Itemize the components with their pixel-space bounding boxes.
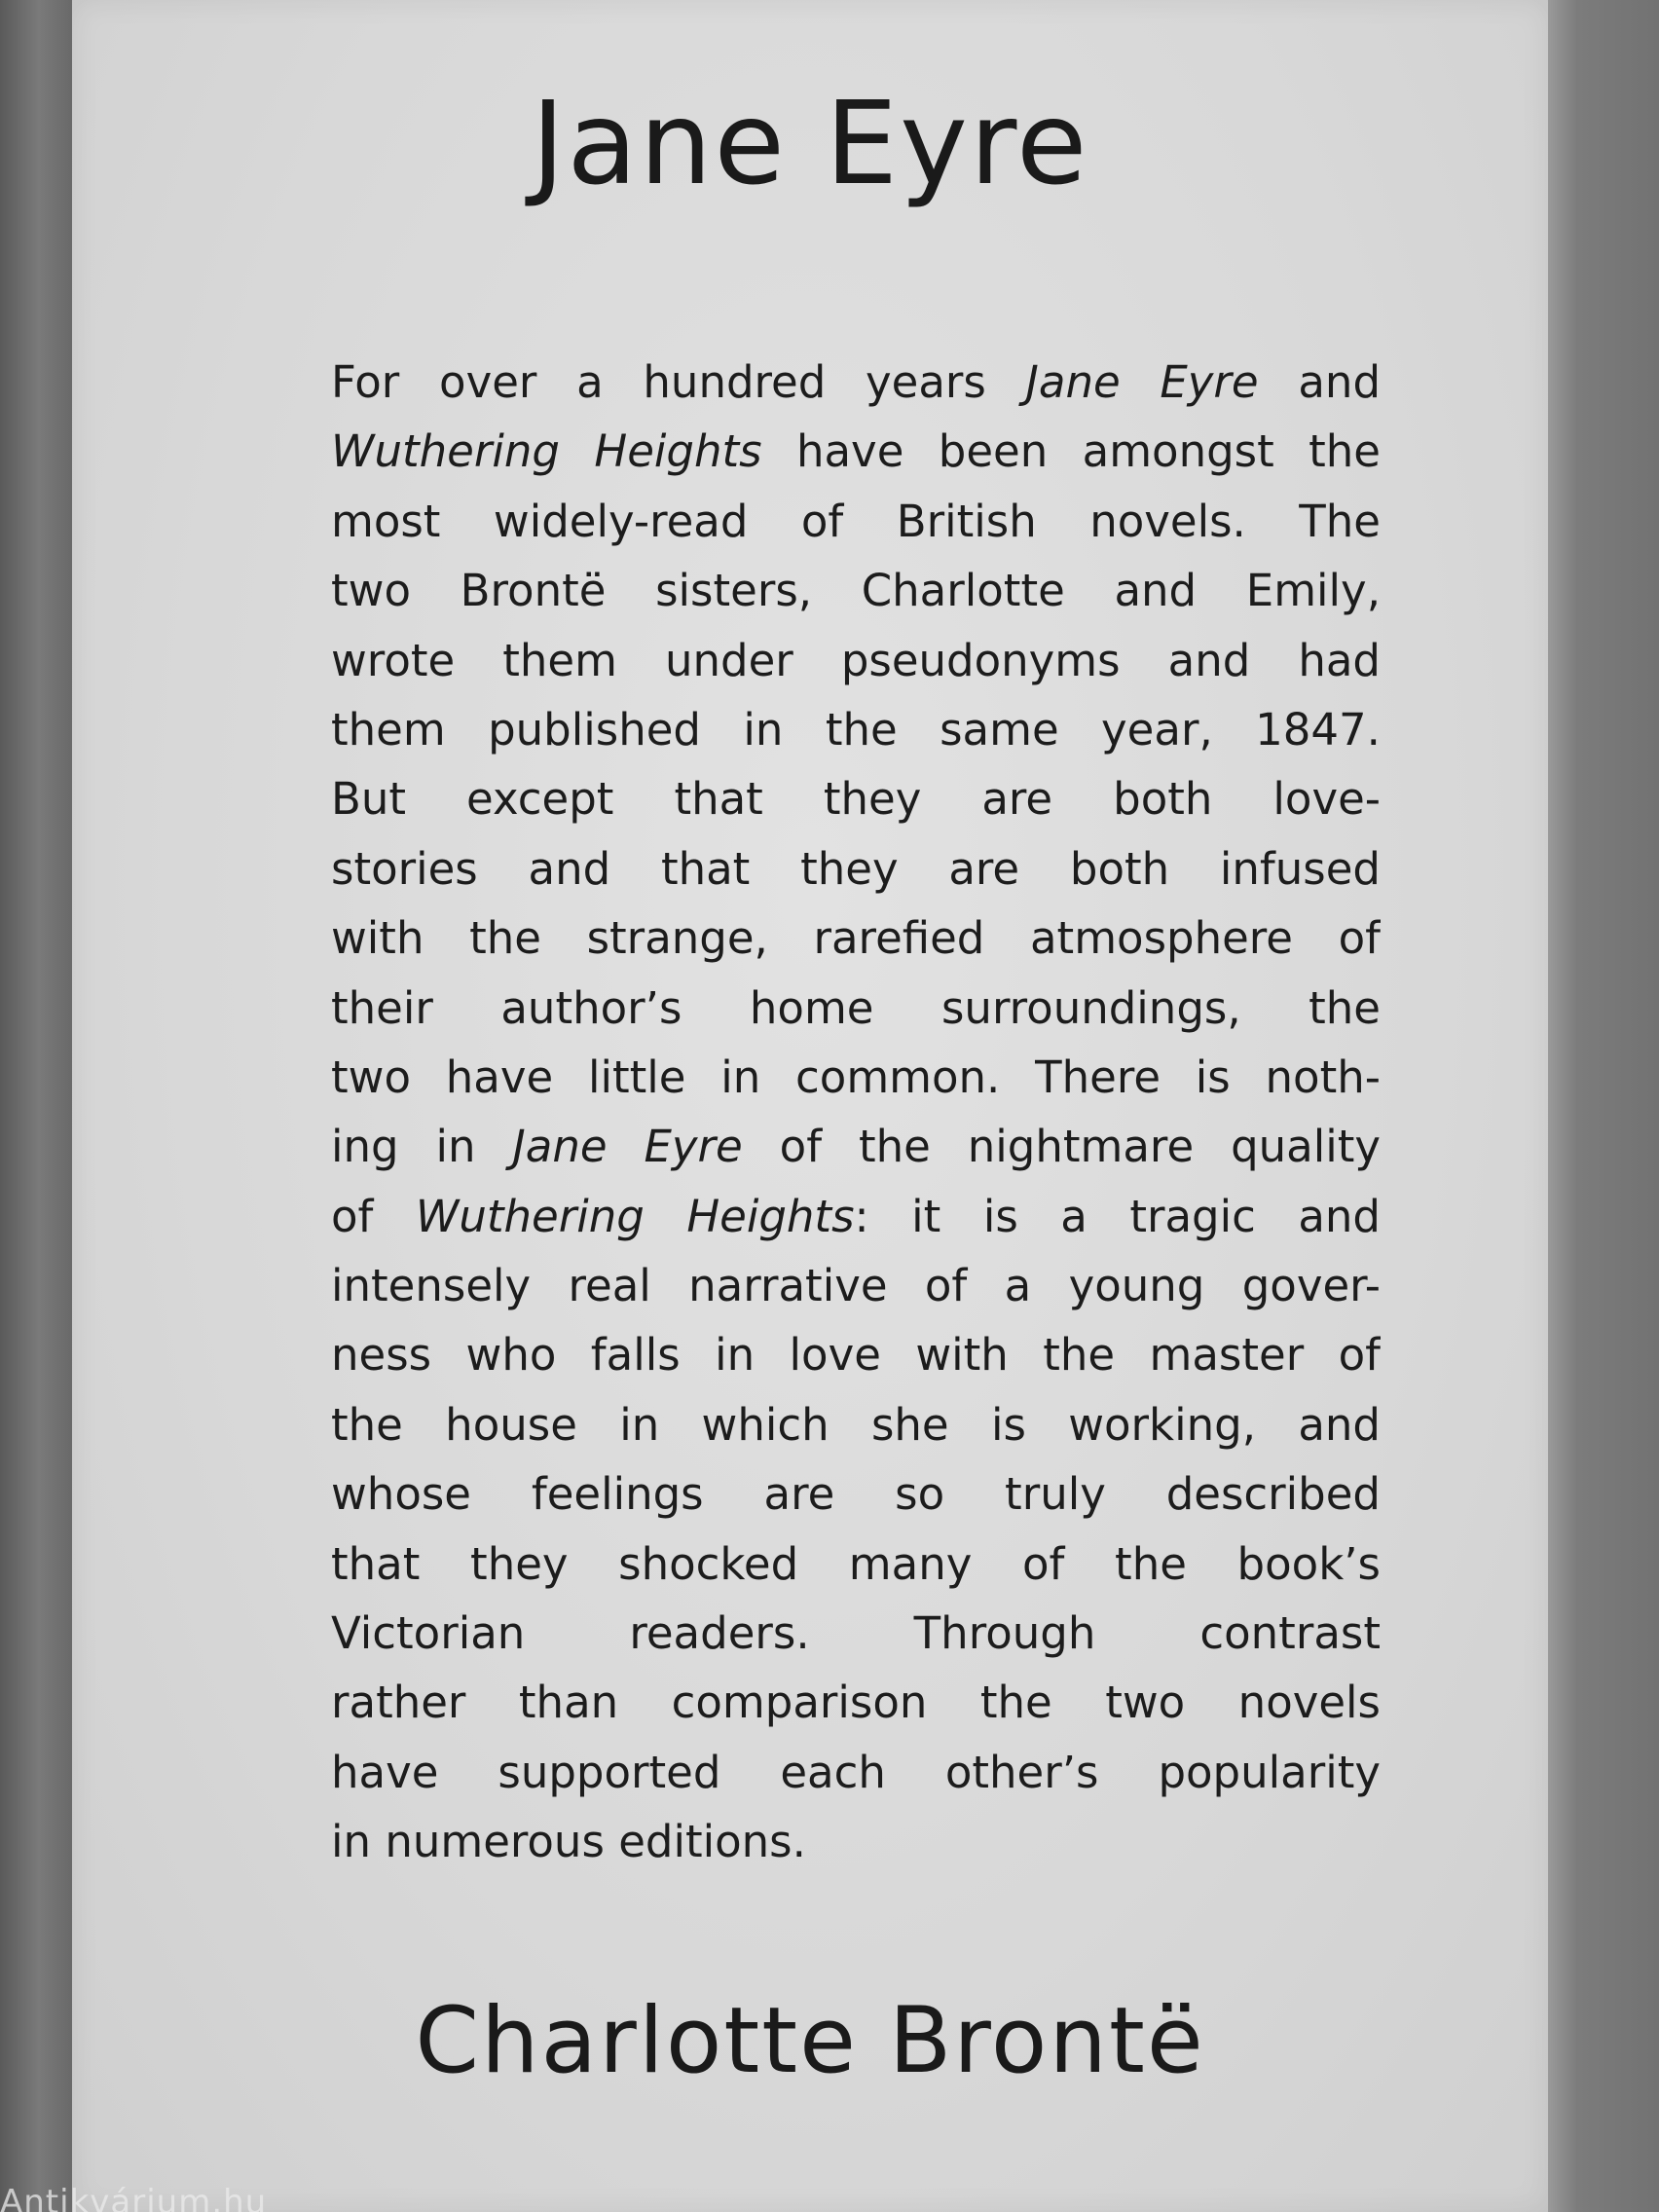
blurb-line: Victorian readers. Through contrast — [331, 1607, 1381, 1660]
blurb-line: in numerous editions. — [331, 1816, 806, 1868]
blurb-line: of Wuthering Heights: it is a tragic and — [331, 1190, 1381, 1242]
blurb-line: But except that they are both love- — [331, 773, 1381, 826]
author-name: Charlotte Brontë — [415, 1988, 1205, 2094]
blurb-line: with the strange, rarefied atmosphere of — [331, 912, 1381, 965]
blurb-line: For over a hundred years Jane Eyre and — [331, 356, 1381, 408]
watermark-text: Antikvárium.hu — [0, 2183, 268, 2212]
blurb-line: two Brontë sisters, Charlotte and Emily, — [331, 565, 1381, 617]
blurb-line: the house in which she is working, and — [331, 1398, 1381, 1451]
blurb-line: that they shocked many of the book’s — [331, 1537, 1381, 1590]
book-title: Jane Eyre — [531, 76, 1089, 210]
blurb-line: two have little in common. There is noth- — [331, 1051, 1381, 1103]
blurb-paragraph — [331, 348, 1381, 1877]
blurb-line: Wuthering Heights have been amongst the — [331, 425, 1381, 478]
blurb-line: most widely-read of British novels. The — [331, 495, 1381, 547]
blurb-line: wrote them under pseudonyms and had — [331, 634, 1381, 686]
blurb-line: intensely real narrative of a young gover- — [331, 1260, 1381, 1312]
blurb-line: have supported each other’s popularity — [331, 1746, 1381, 1798]
adjacent-page-edge — [1548, 0, 1659, 2212]
blurb-line: whose feelings are so truly described — [331, 1468, 1381, 1521]
cover-paper — [72, 0, 1548, 2212]
blurb-line: them published in the same year, 1847. — [331, 703, 1381, 756]
blurb-line: their author’s home surroundings, the — [331, 981, 1381, 1034]
blurb-line: ness who falls in love with the master of — [331, 1329, 1381, 1382]
blurb-line: ing in Jane Eyre of the nightmare quality — [331, 1121, 1381, 1173]
blurb-line: rather than comparison the two novels — [331, 1677, 1381, 1729]
blurb-line: stories and that they are both infused — [331, 842, 1381, 895]
